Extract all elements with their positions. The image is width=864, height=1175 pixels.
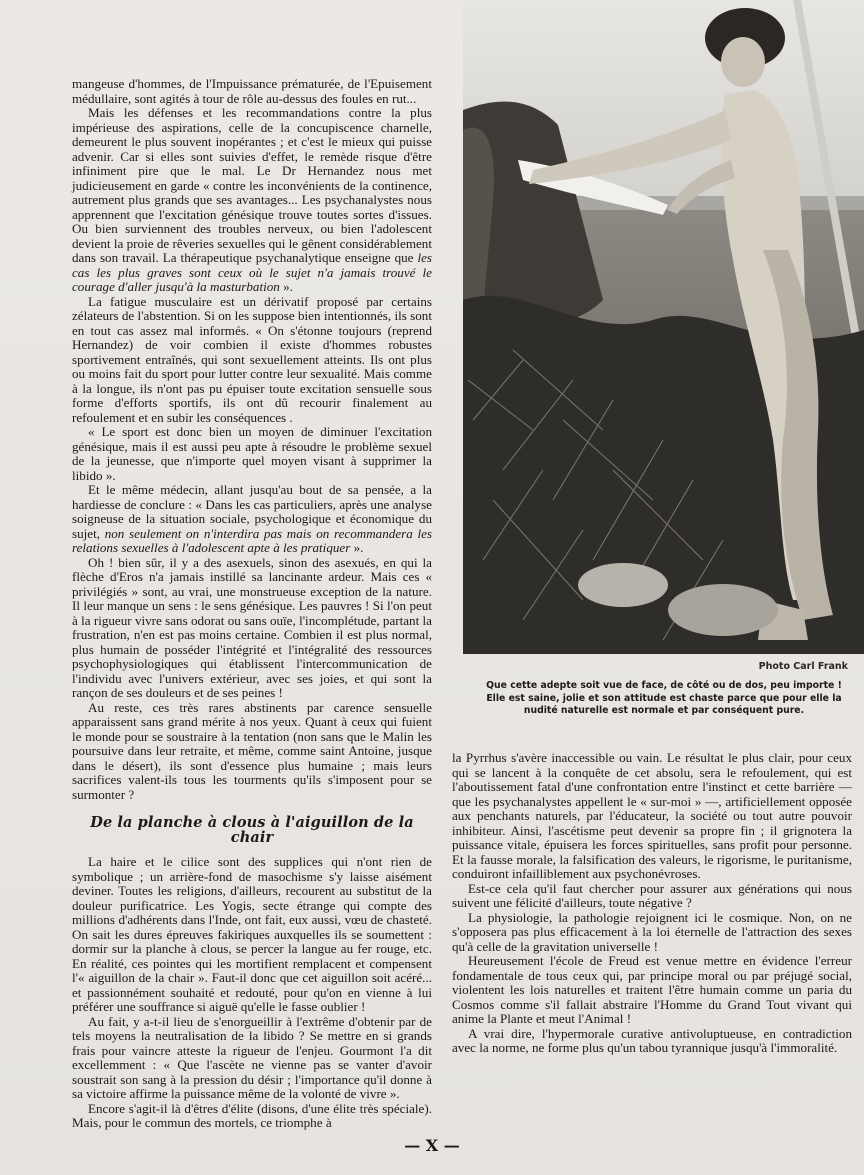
photo-credit: Photo Carl Frank: [758, 661, 848, 672]
paragraph: Encore s'agit-il là d'êtres d'élite (disons, d'une élite très spéciale). Mais, pour le commun des mortels, ce triomphe à: [72, 1100, 432, 1130]
nude-outdoor-photo: [463, 0, 864, 654]
italic-emphasis: non seulement on n'interdira pas mais on recommandera les relations sexuelles à l'adolescent apte à les pratiquer: [72, 525, 432, 555]
paragraph-text: Et le même médecin, allant jusqu'au bout de sa pensée, a la hardiesse de conclure : « Dans les cas particuliers, après une analyse soigneuse de la situation sociale, psychologique et économique du sujet,: [72, 482, 432, 541]
paragraph: la Pyrrhus s'avère inaccessible ou vain. Le résultat le plus clair, pour ceux qui se lancent à la conquête de cet absolu, sera le refoulement, qui est l'aboutissement fatal d'une confrontation entre l'instinct et cette barrière — que les psychanalystes appellent le « sur-moi » —, artificiellement opposée aux penchants naturels, par l'éducateur, la société ou tout autre pouvoir inhibiteur. Ainsi, l'ascétisme peut devenir sa propre fin ; il grignotera la puissance vitale, épuisera les forces spirituelles, sans profit pour personne. Et la fausse morale, la falsification des valeurs, le rigorisme, le puritanisme, conduiront infailliblement aux psychonévroses.: [452, 750, 852, 881]
paragraph-text: ».: [350, 540, 364, 555]
italic-emphasis: les cas les plus graves sont ceux où le sujet n'a jamais trouvé le courage d'aller jusqu'à la masturbation: [72, 250, 432, 294]
paragraph: La fatigue musculaire est un dérivatif proposé par certains zélateurs de l'abstention. Si on les suppose bien intentionnés, ils sont en tout cas assez mal informés. « On s'étonne toujours (reprend Hernandez) de voir combien il existe d'hommes robustes sportivement entraînés, qui sont sexuellement atteints. Ils ont plus ou moins fait du sport pour lutter contre leur sexualité. Mais comme à la longue, ils n'ont pas pu épuiser toute excitation sensuelle sous forme d'efforts sportifs, ils ont dû recourir finalement au refoulement et en subir les conséquences .: [72, 293, 432, 425]
paragraph: Est-ce cela qu'il faut chercher pour assurer aux générations qui nous suivent une félicité d'ailleurs, toute négative ?: [452, 880, 852, 910]
section-subheading: De la planche à clous à l'aiguillon de la chair: [90, 814, 414, 846]
caption-line: Que cette adepte soit vue de face, de côté ou de dos, peu importe !: [486, 680, 842, 691]
paragraph-text: Mais les défenses et les recommandations contre la plus impérieuse des aspirations, celle de la concupiscence charnelle, demeurent le plus souvent inopérantes ; et c'est le mieux qui puisse advenir. Car si elles sont suivies d'effet, le remède risque d'être infiniment pire que le mal. Le Dr Hernandez nous met judicieusement en garde « contre les inconvénients de la continence, autrement plus grands que ses avantages... Les psychanalystes nous apprennent que l'excitation génésique trouve toutes sortes d'issues. Ou bien surviennent des troubles nerveux, ou bien l'adolescent devient la proie de rêveries sexuelles qui le gênent considérablement dans son travail. La thérapeutique psychanalytique enseigne que: [72, 105, 432, 265]
paragraph: La haire et le cilice sont des supplices qui n'ont rien de symbolique ; un arrière-fond de masochisme s'y laisse aisément deviner. Toutes les religions, d'ailleurs, recourent au substitut de la douleur purificatrice. Les Yogis, secte étrange qui compte des millions d'adhérents dans l'Inde, ont fait, eux aussi, vœu de chasteté. On sait les dures épreuves fakiriques auxquelles ils se soumettent : dormir sur la planche à clous, se percer la langue au fer rouge, etc. En réalité, ces pointes qui les mortifient remplacent et compensent l'« aiguillon de la chair ». Faut-il donc que cet aiguillon soit acéré... et passionnément souhaité et redouté, pour qu'on en vienne à lui préférer une souffrance si aiguë qu'elle le fasse oublier !: [72, 854, 432, 1014]
photo-caption: [465, 680, 863, 718]
paragraph: Oh ! bien sûr, il y a des asexuels, sinon des asexués, en qui la flèche d'Eros n'a jamais instillé sa lancinante ardeur. Mais ces « privilégiés » sont, au vrai, une monstrueuse exception de la nature. Il leur manque un sens : le sens génésique. Les pauvres ! Si l'on peut à la rigueur vivre sans odorat ou sans ouïe, l'incomplétude, partant la frustration, n'en est pas moins certaine. Combien il est plus normal, plus humain de posséder l'intégrité et l'intégralité des ressources psychophysiologiques qui établissent l'intercommunication de l'individu avec l'univers extérieur, avec ses joies, et qui sont la rançon de ses douleurs et de ses peines !: [72, 554, 432, 700]
paragraph: « Le sport est donc bien un moyen de diminuer l'excitation génésique, mais il est aussi peu apte à résoudre le problème sexuel de la jeunesse, que n'importe quel moyen visant à supprimer la libido ».: [72, 424, 432, 483]
paragraph: mangeuse d'hommes, de l'Impuissance prématurée, de l'Epuisement médullaire, sont agités à tour de rôle au-dessus des foules en rut...: [72, 76, 432, 106]
caption-line: Elle est saine, jolie et son attitude est chaste parce que pour elle la: [486, 692, 842, 704]
paragraph: Heureusement l'école de Freud est venue mettre en évidence l'erreur fondamentale de tous ceux qui, par principe moral ou par préjugé social, violentent les lois naturelles et traitent l'être humain comme un paria du Cosmos comme s'il fallait abstraire l'Homme du Grand Tout vivant qui anime la Plante et meut l'Animal !: [452, 953, 852, 1026]
caption-line: nudité naturelle est normale et par conséquent pure.: [523, 705, 805, 716]
left-text-column: [72, 77, 432, 1131]
paragraph: La physiologie, la pathologie rejoignent ici le cosmique. Non, on ne s'opposera pas plus efficacement à la loi éternelle de l'attraction des sexes qu'à celle de la gravitation universelle !: [452, 909, 852, 954]
paragraph: [72, 106, 432, 295]
paragraph: Au fait, y a-t-il lieu de s'enorgueillir à l'extrême d'obtenir par de tels moyens la neutralisation de la libido ? Se mettre en si grands frais pour vaincre atteste la rigueur de l'enjeu. Gourmont l'a dit excellemment : « Que l'ascète ne vienne pas se vanter d'avoir soustrait son sang à la pression du désir ; l'importance qu'il donne à sa victoire affirme la puissance même de la volonté de vivre ».: [72, 1013, 432, 1101]
paragraph: A vrai dire, l'hypermorale curative antivoluptueuse, en contradiction avec la norme, ne forme plus qu'un tabou tyrannique jusqu'à l'immoralité.: [452, 1025, 852, 1055]
paragraph: [72, 483, 432, 556]
page-number: — X —: [404, 1136, 460, 1155]
paragraph-text: ».: [279, 279, 293, 294]
paragraph: Au reste, ces très rares abstinents par carence sensuelle apparaissent sans grand mérite à nos yeux. Quant à ceux qui fuient le monde pour se soustraire à la tentation (non sans que le Malin les poursuive dans leur retraite, et même, comme saint Antoine, jusque dans le désert), ils sont d'essence plus humaine ; mais leurs sacrifices valent-ils tous les tourments qu'ils s'imposent pour se surmonter ?: [72, 699, 432, 802]
right-text-column: [452, 751, 852, 1056]
